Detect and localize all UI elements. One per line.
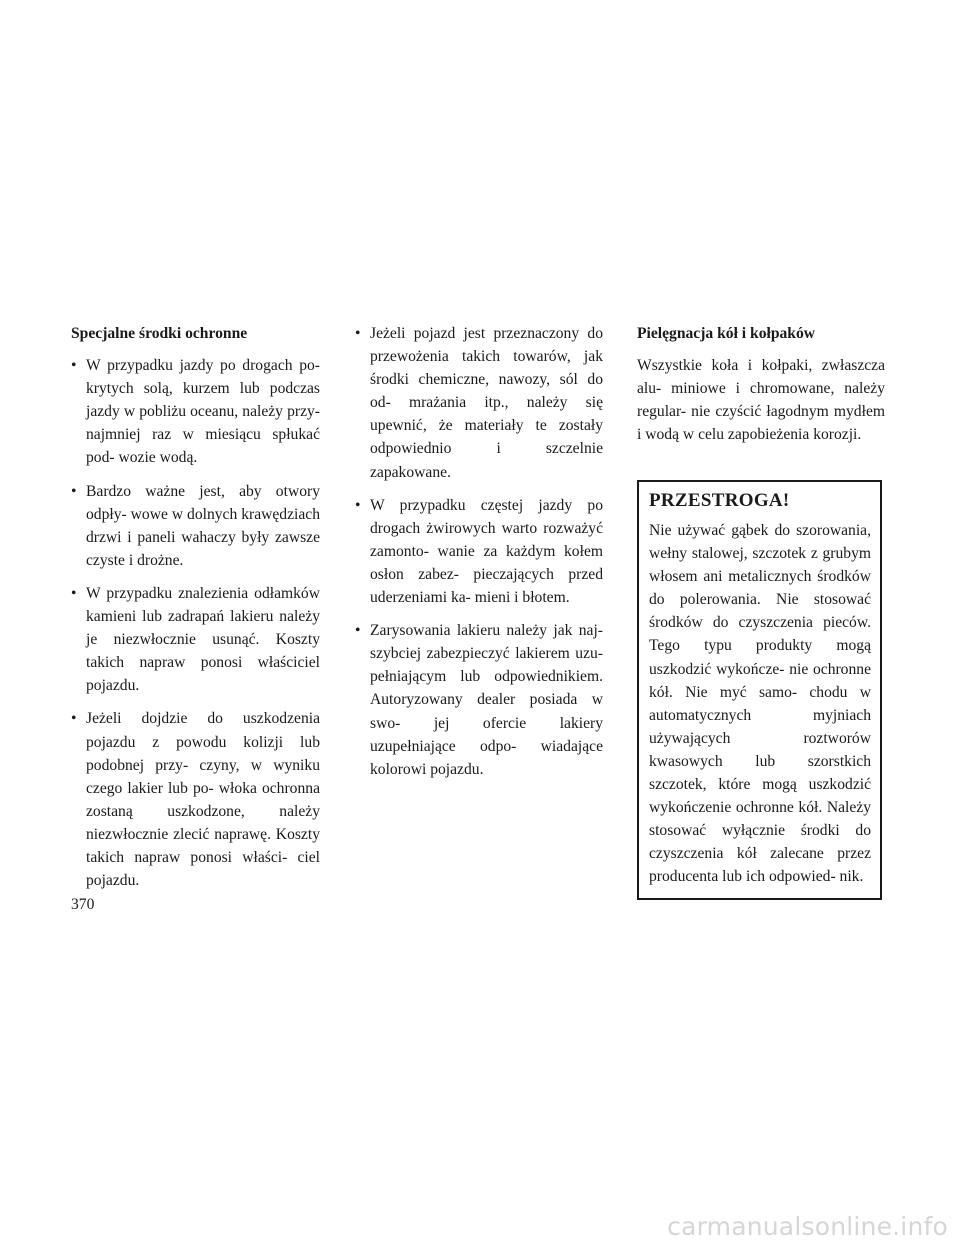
list-item-text: W przypadku znalezienia odłamków kamieni lub zadrapań lakieru należy je niezwłocznie usunąć. Koszty takich napraw ponosi właściciel pojazdu.	[86, 584, 320, 695]
list-item	[71, 707, 320, 892]
list-item	[71, 480, 320, 572]
bullet-icon: •	[355, 622, 361, 640]
bullet-icon: •	[71, 482, 77, 500]
list-item	[355, 494, 603, 609]
bullet-icon: •	[71, 357, 77, 375]
list-item	[71, 354, 320, 469]
list-item-text: Jeżeli pojazd jest przeznaczony do przewożenia takich towarów, jak środki chemiczne, nawozy, sól do od- mrażania itp., należy się upewnić, że materiały te zostały odpowiednio i szczelnie zapakowane.	[370, 325, 603, 481]
list-item-text: W przypadku jazdy po drogach po- krytych solą, kurzem lub podczas jazdy w pobliżu oceanu, należy przy- najmniej raz w miesiącu spłukać pod- wozie wodą.	[86, 357, 320, 467]
section-heading-special-protection: Specjalne środki ochronne	[71, 325, 248, 342]
bullet-icon: •	[71, 710, 77, 728]
column-middle	[355, 322, 603, 791]
bullet-list-left	[71, 354, 320, 892]
column-right	[637, 322, 885, 446]
list-item	[355, 322, 603, 484]
page-number: 370	[71, 896, 95, 913]
caution-box	[637, 480, 882, 900]
caution-title: PRZESTROGA!	[649, 490, 790, 511]
bullet-icon: •	[355, 496, 361, 514]
bullet-icon: •	[71, 584, 77, 602]
section-heading-wheel-care: Pielęgnacja kół i kołpaków	[637, 325, 816, 342]
list-item-text: Bardzo ważne jest, aby otwory odpły- wowe w dolnych krawędziach drzwi i paneli wahaczy były zawsze czyste i drożne.	[86, 482, 320, 569]
list-item-text: Zarysowania lakieru należy jak naj- szybciej zabezpieczyć lakierem uzu- pełniającym lub odpowiednikiem. Autoryzowany dealer posiada w swo- jej ofercie lakiery uzupełniające odpo- wiadające kolorowi pojazdu.	[370, 622, 603, 778]
caution-text: Nie używać gąbek do szorowania, wełny stalowej, szczotek z grubym włosem ani metalicznych środków do polerowania. Nie stosować środków do czyszczenia pieców. Tego typu produkty mogą uszkodzić wykończe- nie ochronne kół. Nie myć samo- chodu w automatycznych myjniach używających roztworów kwasowych lub szorstkich szczotek, które mogą uszkodzić wykończenie ochronne kół. Należy stosować wyłącznie środki do czyszczenia kół zalecane przez producenta lub ich odpowied- nik.	[649, 522, 871, 886]
list-item	[71, 582, 320, 697]
wheel-care-paragraph: Wszystkie koła i kołpaki, zwłaszcza alu- miniowe i chromowane, należy regular- nie czyścić łagodnym mydłem i wodą w celu zapobieżenia korozji.	[637, 357, 885, 444]
list-item-text: W przypadku częstej jazdy po drogach żwirowych warto rozważyć zamonto- wanie za każdym kołem osłon zabez- pieczających przed uderzeniami ka- mieni i błotem.	[370, 496, 603, 607]
bullet-icon: •	[355, 325, 361, 342]
column-left	[71, 322, 320, 902]
bullet-list-middle	[355, 322, 603, 781]
list-item-text: Jeżeli dojdzie do uszkodzenia pojazdu z powodu kolizji lub podobnej przy- czyny, w wyniku czego lakier lub po- włoka ochronna zostaną uszkodzone, należy niezwłocznie zlecić naprawę. Koszty takich napraw ponosi właści- ciel pojazdu.	[86, 710, 320, 890]
list-item	[355, 619, 603, 781]
watermark: carmanualsonline.info	[667, 1211, 948, 1241]
